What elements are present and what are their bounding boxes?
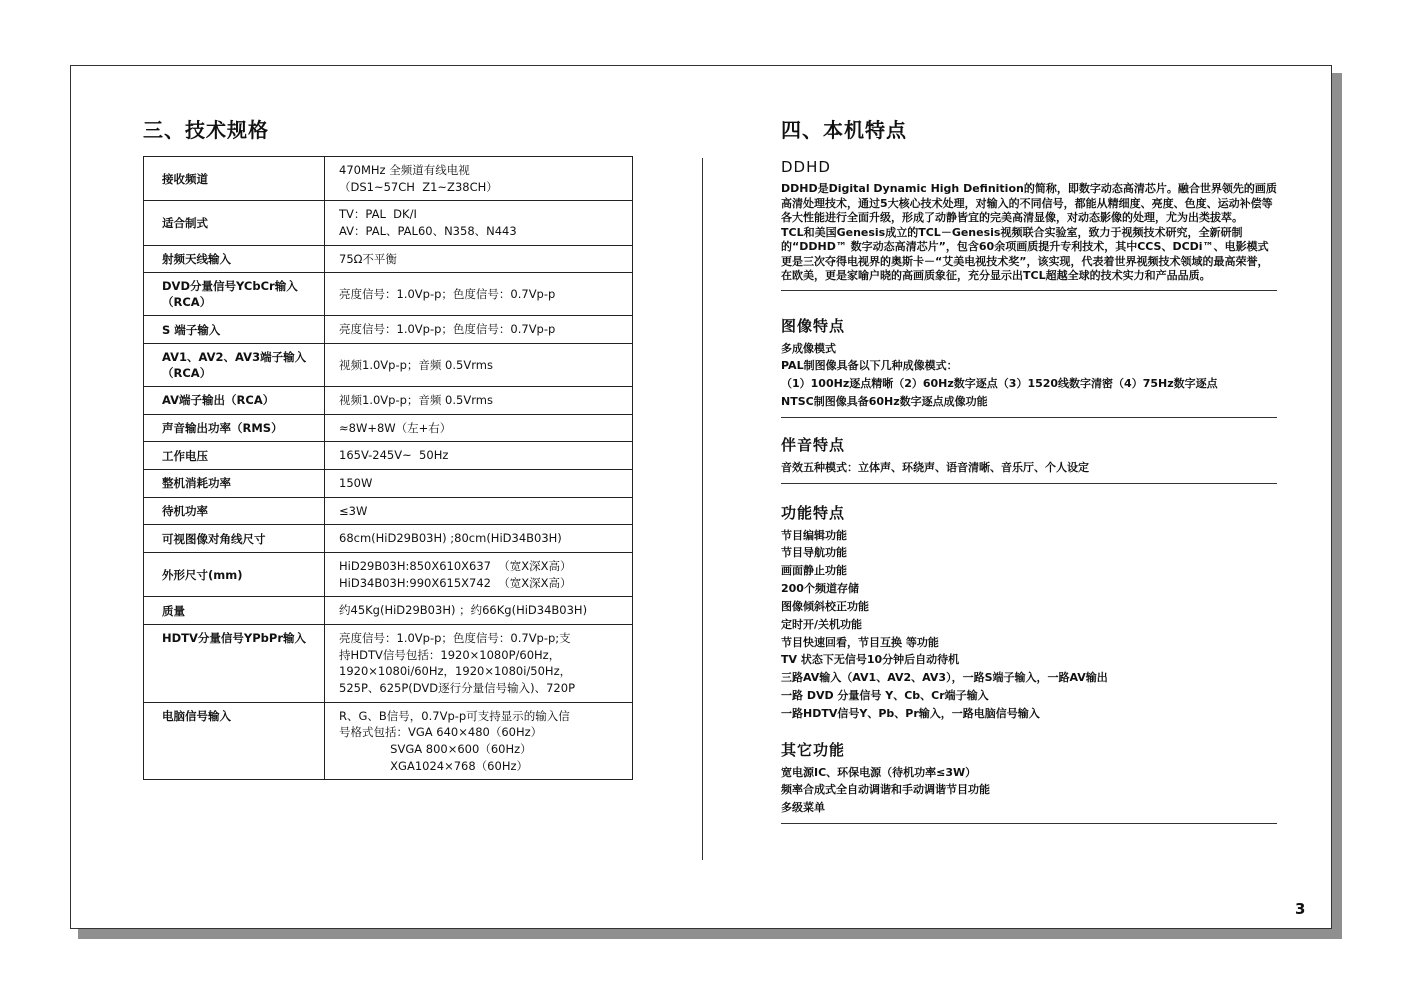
spec-value <box>325 245 633 273</box>
ddhd-paragraph-1: DDHD是Digital Dynamic High Definition的简称，即数字动态高清芯片。融合世界领先的画质高清处理技术，通过5大核心技术处理，对输入的不同信号，都能从精细度、亮度、色度、运动补偿等各大性能进行全面升级，形成了动静皆宜的完美高清显像，对动态影像的处理，尤为出类拔萃。 <box>781 182 1277 225</box>
spec-value-line: R、G、B信号，0.7Vp-p可支持显示的输入信 <box>339 708 570 723</box>
spec-value-line: ≈8W+8W（左+右） <box>339 420 452 435</box>
spec-value-line: 525P、625P(DVD逐行分量信号输入)、720P <box>339 681 576 696</box>
spec-value-line: 68cm(HiD29B03H) ;80cm(HiD34B03H) <box>339 531 562 546</box>
image-feature-line: PAL制图像具备以下几种成像模式： <box>781 359 958 373</box>
spec-table <box>143 156 633 780</box>
column-divider <box>702 158 703 860</box>
ddhd-section <box>781 158 1277 291</box>
spec-value <box>325 414 633 442</box>
image-section <box>781 315 1277 418</box>
spec-value-line: 亮度信号：1.0Vp-p；色度信号：0.7Vp-p;支 <box>339 631 571 646</box>
spec-value <box>325 702 633 780</box>
spec-value-line: 号格式包括：VGA 640×480（60Hz） <box>339 725 543 740</box>
spec-value <box>325 625 633 703</box>
spec-value-line: 亮度信号：1.0Vp-p；色度信号：0.7Vp-p <box>339 287 556 302</box>
spec-value-line: 1920×1080i/60Hz，1920×1080i/50Hz， <box>339 664 572 679</box>
spec-value-line: 470MHz 全频道有线电视 <box>339 163 470 177</box>
spec-row <box>144 344 633 387</box>
function-feature-line: 节目导航功能 <box>781 546 847 560</box>
function-feature-line: 节目快速回看，节目互换 等功能 <box>781 635 939 649</box>
spec-row <box>144 525 633 553</box>
spec-value-line: AV：PAL、PAL60、N358、N443 <box>339 224 517 239</box>
spec-row <box>144 273 633 316</box>
other-feature-line: 频率合成式全自动调谐和手动调谐节目功能 <box>781 783 990 797</box>
function-feature-line: 画面静止功能 <box>781 564 847 578</box>
spec-row <box>144 470 633 498</box>
specs-title: 三、技术规格 <box>143 118 269 142</box>
spec-label: 外形尺寸(mm) <box>144 553 325 597</box>
page-number: 3 <box>1295 900 1306 918</box>
spec-row <box>144 157 633 201</box>
spec-value-line: 150W <box>339 476 373 491</box>
manual-page <box>70 65 1332 929</box>
spec-value <box>325 553 633 597</box>
sound-section <box>781 434 1277 484</box>
spec-label: 电脑信号输入 <box>144 702 325 780</box>
sound-heading: 伴音特点 <box>781 435 846 454</box>
spec-value-line: 持HDTV信号包括：1920×1080P/60Hz， <box>339 647 561 662</box>
image-feature-line: NTSC制图像具备60Hz数字逐点成像功能 <box>781 395 988 409</box>
image-feature-line: （1）100Hz逐点精晰（2）60Hz数字逐点（3）1520线数字清密（4）75Hz数字逐点 <box>781 377 1218 391</box>
spec-label: 整机消耗功率 <box>144 470 325 498</box>
spec-label: AV1、AV2、AV3端子输入（RCA） <box>144 344 325 387</box>
spec-label: 待机功率 <box>144 497 325 525</box>
spec-value <box>325 273 633 316</box>
spec-value-line: ≤3W <box>339 503 368 518</box>
function-section <box>781 502 1277 723</box>
spec-value-line: HiD34B03H:990X615X742 （宽X深X高） <box>339 575 572 590</box>
function-feature-line: 节目编辑功能 <box>781 528 847 542</box>
spec-row <box>144 245 633 273</box>
spec-value-line: SVGA 800×600（60Hz） <box>339 742 532 757</box>
image-feature-line: 多成像模式 <box>781 341 836 355</box>
function-feature-line: 200个频道存储 <box>781 582 859 596</box>
spec-row <box>144 702 633 780</box>
spec-value <box>325 201 633 245</box>
spec-label: 接收频道 <box>144 157 325 201</box>
spec-row <box>144 316 633 344</box>
other-section <box>781 739 1277 824</box>
spec-value <box>325 344 633 387</box>
spec-value <box>325 316 633 344</box>
spec-value-line: HiD29B03H:850X610X637 （宽X深X高） <box>339 559 572 574</box>
ddhd-paragraph-2: TCL和美国Genesis成立的TCL－Genesis视频联合实验室，致力于视频技术研究，全新研制的“DDHD™ 数字动态高清芯片”，包含60余项画质提升专利技术，其中CCS、DCDi™、电影模式更是三次夺得电视界的奥斯卡－“艾美电视技术奖”，该实现，代表着世界视频技术领域的最高荣誉，在欧美，更是家喻户晓的高画质象征，充分显示出TCL超越全球的技术实力和产品品质。 <box>781 225 1269 283</box>
spec-value-line: （DS1~57CH Z1~Z38CH） <box>339 179 498 194</box>
sound-feature-line: 音效五种模式：立体声、环绕声、语音清晰、音乐厅、个人设定 <box>781 460 1089 474</box>
spec-value-line: 视频1.0Vp-p；音频 0.5Vrms <box>339 357 493 372</box>
spec-value-line: 约45Kg(HiD29B03H) ；约66Kg(HiD34B03H) <box>339 603 588 618</box>
spec-row <box>144 201 633 245</box>
spec-value-line: 165V-245V~ 50Hz <box>339 448 449 463</box>
spec-label: DVD分量信号YCbCr输入（RCA） <box>144 273 325 316</box>
spec-row <box>144 387 633 415</box>
features-title: 四、本机特点 <box>781 118 907 142</box>
function-feature-line: 一路 DVD 分量信号 Y、Cb、Cr端子输入 <box>781 688 989 702</box>
features-column <box>781 158 1277 824</box>
spec-value <box>325 597 633 625</box>
spec-value-line: 75Ω不平衡 <box>339 251 397 266</box>
other-heading: 其它功能 <box>781 740 846 759</box>
spec-label: 射频天线输入 <box>144 245 325 273</box>
spec-label: 可视图像对角线尺寸 <box>144 525 325 553</box>
spec-value <box>325 157 633 201</box>
spec-value <box>325 470 633 498</box>
spec-value-line: 亮度信号：1.0Vp-p；色度信号：0.7Vp-p <box>339 322 556 337</box>
function-feature-line: 一路HDTV信号Y、Pb、Pr输入，一路电脑信号输入 <box>781 706 1040 720</box>
spec-value <box>325 387 633 415</box>
spec-value-line: TV：PAL DK/I <box>339 207 417 222</box>
spec-value <box>325 442 633 470</box>
spec-label: 声音输出功率（RMS） <box>144 414 325 442</box>
spec-row <box>144 625 633 703</box>
spec-value-line: 视频1.0Vp-p；音频 0.5Vrms <box>339 393 493 408</box>
image-heading: 图像特点 <box>781 316 846 335</box>
spec-value <box>325 525 633 553</box>
other-feature-line: 多级菜单 <box>781 801 825 815</box>
function-feature-line: TV 状态下无信号10分钟后自动待机 <box>781 653 960 667</box>
ddhd-title: DDHD <box>781 158 831 176</box>
spec-label: AV端子输出（RCA） <box>144 387 325 415</box>
spec-label: 质量 <box>144 597 325 625</box>
spec-row <box>144 414 633 442</box>
spec-label: HDTV分量信号YPbPr输入 <box>144 625 325 703</box>
spec-row <box>144 442 633 470</box>
spec-row <box>144 553 633 597</box>
spec-row <box>144 497 633 525</box>
spec-label: 适合制式 <box>144 201 325 245</box>
other-feature-line: 宽电源IC、环保电源（待机功率≤3W） <box>781 765 977 779</box>
spec-value <box>325 497 633 525</box>
spec-value-line: XGA1024×768（60Hz） <box>339 758 529 773</box>
function-feature-line: 定时开/关机功能 <box>781 617 863 631</box>
function-feature-line: 图像倾斜校正功能 <box>781 599 869 613</box>
spec-label: S 端子输入 <box>144 316 325 344</box>
function-feature-line: 三路AV输入（AV1、AV2、AV3），一路S端子输入，一路AV输出 <box>781 671 1108 685</box>
function-heading: 功能特点 <box>781 503 846 522</box>
spec-label: 工作电压 <box>144 442 325 470</box>
spec-row <box>144 597 633 625</box>
